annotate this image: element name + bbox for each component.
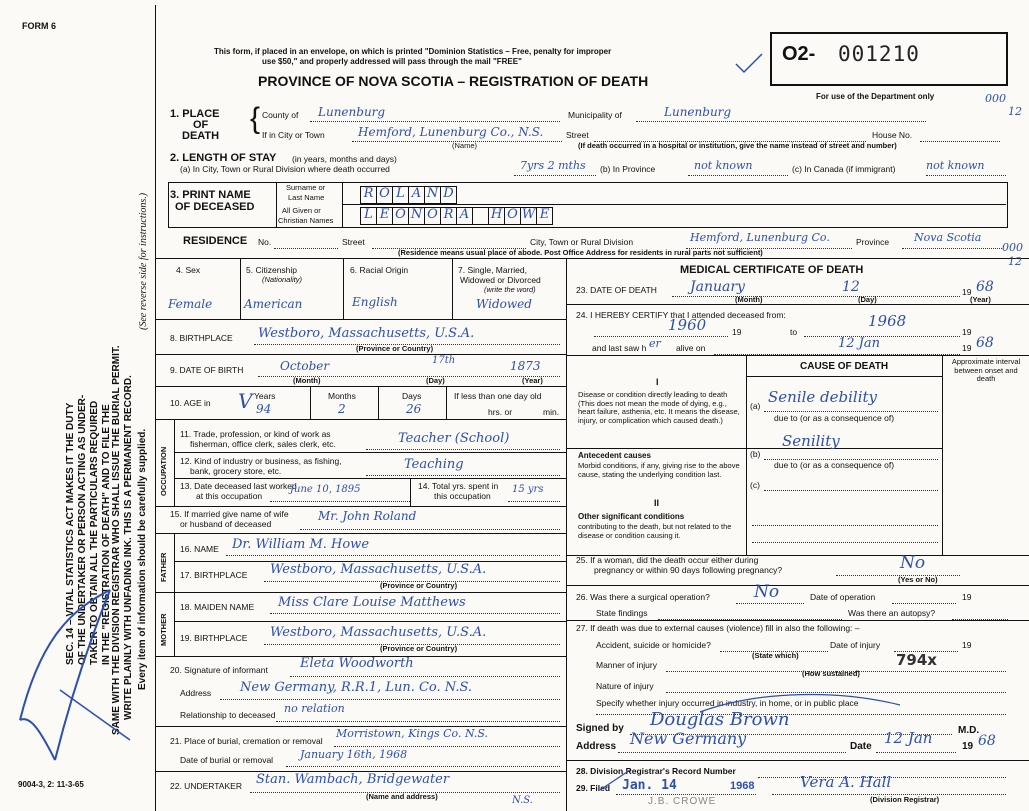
undertaker-value-2: N.S. bbox=[512, 795, 533, 806]
due-to-label-1: due to (or as a consequence of) bbox=[774, 413, 895, 423]
physician-address: New Germany bbox=[630, 729, 747, 748]
given-letter-cell-letter: H bbox=[490, 207, 503, 222]
q14-label-2: this occupation bbox=[434, 491, 491, 501]
q23-day: 12 bbox=[842, 279, 860, 295]
q24-year-prefix-3: 19 bbox=[962, 343, 972, 353]
registrar-note: (Division Registrar) bbox=[870, 795, 940, 804]
filed-year: 1968 bbox=[730, 780, 755, 792]
disease-label: Disease or condition directly leading to death (This does not mean the mode of dying, e.g., heart failure, asthenia, etc. It means the disease, injury, or complication which caused death.) bbox=[578, 390, 740, 425]
residence-heading: RESIDENCE bbox=[183, 235, 248, 247]
dept-code-4: 12 bbox=[1008, 255, 1022, 268]
undertaker-label: 22. UNDERTAKER bbox=[170, 781, 242, 791]
filed-date: Jan. 14 bbox=[622, 778, 677, 793]
surname-letter-cell-letter: R bbox=[363, 186, 374, 201]
registrar-signature: Vera A. Hall bbox=[800, 773, 892, 791]
residence-street-label: Street bbox=[342, 237, 365, 247]
manner-label: Manner of injury bbox=[596, 660, 657, 670]
birthplace-value: Westboro, Massachusetts, U.S.A. bbox=[258, 326, 475, 341]
q24-alive-year: 68 bbox=[976, 335, 994, 351]
department-use-label: For use of the Department only bbox=[816, 92, 935, 101]
given-letter-cell-letter: A bbox=[459, 207, 470, 222]
relationship-value: no relation bbox=[284, 702, 345, 715]
given-letter-cell-letter: O bbox=[395, 207, 406, 222]
age-years-label: Years bbox=[254, 391, 276, 401]
physician-date-label: Date bbox=[850, 741, 872, 752]
q23-month-note: (Month) bbox=[735, 295, 763, 304]
q11-value: Teacher (School) bbox=[398, 431, 510, 446]
given-letter-cell-letter: N bbox=[410, 207, 423, 222]
birthplace-note: (Province or Country) bbox=[356, 344, 434, 353]
residence-province-value: Nova Scotia bbox=[914, 231, 982, 244]
q24-to: 1968 bbox=[868, 312, 907, 330]
q24-label: 24. I HEREBY CERTIFY that I attended deceased from: bbox=[576, 310, 786, 320]
municipality-value: Lunenburg bbox=[664, 105, 732, 119]
dept-code-2: 12 bbox=[1008, 105, 1022, 118]
citizenship-label: 5. Citizenship bbox=[246, 265, 298, 275]
street-label: Street bbox=[566, 130, 589, 140]
q23-day-note: (Day) bbox=[858, 295, 877, 304]
surname-label-1: Surname or bbox=[286, 183, 326, 192]
statistics-code: 794x bbox=[896, 651, 937, 669]
ink-stroke-icon bbox=[700, 695, 900, 712]
surname-letter-cell-letter: L bbox=[396, 186, 405, 201]
age-months-label: Months bbox=[328, 391, 356, 401]
dept-code-3: 000 bbox=[1002, 241, 1023, 254]
md-label: M.D. bbox=[958, 725, 980, 736]
physician-date: 12 Jan bbox=[884, 729, 933, 747]
undertaker-value: Stan. Wambach, Bridgewater bbox=[256, 772, 450, 787]
q12-label-1: 12. Kind of industry or business, as fishing, bbox=[180, 456, 342, 466]
form-title: PROVINCE OF NOVA SCOTIA – REGISTRATION OF DEATH bbox=[258, 73, 649, 89]
q23-year: 68 bbox=[976, 279, 994, 295]
q11-label-2: fisherman, office clerk, sales clerk, etc. bbox=[190, 439, 336, 449]
q19-label: 19. BIRTHPLACE bbox=[180, 633, 248, 643]
ink-tick-icon bbox=[600, 770, 630, 790]
part-two-label: II bbox=[654, 498, 660, 508]
form-number: FORM 6 bbox=[22, 21, 57, 31]
citizenship-note: (Nationality) bbox=[262, 275, 303, 284]
side-instruction-6: WRITE PLAINLY WITH UNFADING INK. THIS IS A PERMANENT RECORD. bbox=[123, 375, 134, 720]
antecedent-heading: Antecedent causes bbox=[578, 451, 651, 460]
place-brace: { bbox=[250, 102, 261, 135]
side-instruction-7: Every item of information should be carefully supplied. bbox=[137, 428, 148, 690]
cause-a-label: (a) bbox=[750, 401, 761, 411]
q24-last-value: er bbox=[649, 337, 661, 350]
dob-month: October bbox=[280, 359, 330, 373]
q24-year-prefix-1: 19 bbox=[732, 327, 742, 337]
undertaker-note: (Name and address) bbox=[366, 792, 438, 801]
q24-to-label: to bbox=[790, 327, 798, 337]
burial-date-label: Date of burial or removal bbox=[180, 755, 274, 765]
q13-label-2: at this occupation bbox=[196, 491, 263, 501]
cause-b-value: Senility bbox=[782, 432, 840, 450]
stay-city-value: 7yrs 2 mths bbox=[520, 159, 586, 172]
print-name-heading-2: OF DECEASED bbox=[175, 201, 255, 213]
residence-province-label: Province bbox=[856, 237, 890, 247]
q13-label-1: 13. Date deceased last worked bbox=[180, 481, 297, 491]
dob-year: 1873 bbox=[510, 359, 541, 373]
registrar-stamp: J.B. CROWE bbox=[648, 796, 717, 807]
dob-day-note: (Day) bbox=[426, 376, 445, 385]
q12-label-2: bank, grocery store, etc. bbox=[190, 466, 282, 476]
q19-note: (Province or Country) bbox=[380, 644, 458, 653]
side-instruction-5: SAME WITH THE DIVISION REGISTRAR WHO SHALL ISSUE THE BURIAL PERMIT. bbox=[111, 345, 122, 735]
house-number-label: House No. bbox=[872, 130, 913, 140]
physician-signature: Douglas Brown bbox=[650, 709, 790, 730]
q17-value: Westboro, Massachusetts, U.S.A. bbox=[270, 562, 487, 577]
given-letter-cell-letter: R bbox=[443, 207, 454, 222]
physician-address-label: Address bbox=[576, 741, 617, 752]
age-days-label: Days bbox=[402, 391, 422, 401]
q28-label: 28. Division Registrar's Record Number bbox=[576, 766, 736, 776]
marital-label-2: Widowed or Divorced bbox=[460, 275, 541, 285]
q23-label: 23. DATE OF DEATH bbox=[576, 285, 657, 295]
informant-address-label: Address bbox=[180, 688, 212, 698]
stay-city-label: (a) In City, Town or Rural Division where death occurred bbox=[180, 164, 390, 174]
hrs-label: hrs. or bbox=[488, 407, 513, 417]
burial-label: 21. Place of burial, cremation or removal bbox=[170, 736, 323, 746]
informant-signature: Eleta Woodworth bbox=[300, 656, 414, 671]
county-label: County of bbox=[262, 110, 299, 120]
state-which-note: (State which) bbox=[752, 651, 799, 660]
city-label: If in City or Town bbox=[262, 130, 325, 140]
ink-scribble-icon bbox=[20, 590, 110, 760]
due-to-label-2: due to (or as a consequence of) bbox=[774, 460, 895, 470]
q23-year-prefix: 19 bbox=[962, 287, 972, 297]
cause-b-label: (b) bbox=[750, 449, 761, 459]
informant-address: New Germany, R.R.1, Lun. Co. N.S. bbox=[240, 680, 473, 695]
q15-label-2: or husband of deceased bbox=[180, 519, 272, 529]
stay-canada-value: not known bbox=[926, 159, 985, 172]
age-years-value: 94 bbox=[256, 402, 272, 416]
mail-notice-1: This form, if placed in an envelope, on which is printed "Dominion Statistics – Free, penalty for improper bbox=[214, 47, 612, 56]
q12-value: Teaching bbox=[404, 457, 464, 472]
length-of-stay-heading: 2. LENGTH OF STAY bbox=[170, 152, 277, 164]
q17-label: 17. BIRTHPLACE bbox=[180, 570, 248, 580]
accident-label: Accident, suicide or homicide? bbox=[596, 640, 711, 650]
q16-value: Dr. William M. Howe bbox=[232, 537, 370, 552]
occupation-side-label: OCCUPATION bbox=[159, 446, 168, 496]
side-instruction-8: (See reverse side for instructions.) bbox=[138, 192, 149, 330]
given-letter-cell-letter: E bbox=[379, 207, 390, 222]
city-name-note: (Name) bbox=[452, 141, 478, 150]
dept-code-1: 000 bbox=[985, 92, 1006, 105]
residence-city-value: Hemford, Lunenburg Co. bbox=[690, 231, 830, 244]
q24-from: 1960 bbox=[668, 316, 707, 334]
municipality-label: Municipality of bbox=[568, 110, 622, 120]
registration-number: 001210 bbox=[838, 42, 920, 66]
marital-label-3: (write the word) bbox=[484, 285, 536, 294]
q11-label-1: 11. Trade, profession, or kind of work as bbox=[180, 429, 331, 439]
other-conditions-label: contributing to the death, but not related to the disease or condition causing it. bbox=[578, 522, 732, 540]
father-side-label: FATHER bbox=[159, 552, 168, 582]
injury-date-label: Date of injury bbox=[830, 640, 881, 650]
less-than-day-label: If less than one day old bbox=[454, 391, 542, 401]
q14-label-1: 14. Total yrs. spent in bbox=[418, 481, 499, 491]
injury-year-prefix: 19 bbox=[962, 640, 972, 650]
side-instruction-3: TAKER TO OBTAIN ALL THE PARTICULARS REQUIRED bbox=[89, 400, 100, 665]
ink-slash-icon bbox=[60, 690, 130, 740]
city-value: Hemford, Lunenburg Co., N.S. bbox=[358, 125, 544, 139]
registration-prefix: O2- bbox=[782, 43, 816, 65]
surname-letter-cell-letter: A bbox=[411, 186, 422, 201]
mail-notice-2: use $50," and properly addressed will pass through the mail "FREE" bbox=[262, 57, 522, 66]
q14-value: 15 yrs bbox=[512, 484, 544, 495]
signed-by-label: Signed by bbox=[576, 723, 624, 734]
surname-letter-cell-letter: O bbox=[379, 186, 390, 201]
birthplace-label: 8. BIRTHPLACE bbox=[170, 333, 233, 343]
q16-label: 16. NAME bbox=[180, 544, 219, 554]
racial-origin-value: English bbox=[352, 295, 398, 309]
cause-a-value: Senile debility bbox=[768, 388, 878, 406]
surname-label-2: Last Name bbox=[288, 193, 325, 202]
q18-label: 18. MAIDEN NAME bbox=[180, 602, 255, 612]
given-label-1: All Given or bbox=[282, 206, 321, 215]
q19-value: Westboro, Massachusetts, U.S.A. bbox=[270, 625, 487, 640]
age-check-mark: V bbox=[238, 389, 253, 413]
physician-year-prefix: 19 bbox=[962, 741, 974, 752]
specify-label: Specify whether injury occurred in industry, in home, or in public place bbox=[596, 698, 859, 708]
physician-year: 68 bbox=[978, 733, 996, 749]
stay-province-label: (b) In Province bbox=[600, 164, 656, 174]
q25-note: (Yes or No) bbox=[898, 575, 938, 584]
check-mark-icon bbox=[736, 54, 762, 72]
marital-label-1: 7. Single, Married, bbox=[458, 265, 527, 275]
burial-date: January 16th, 1968 bbox=[300, 748, 408, 761]
interval-label: Approximate interval between onset and death bbox=[951, 357, 1021, 384]
q25-label-2: pregnancy or within 90 days following pregnancy? bbox=[594, 565, 783, 575]
sex-value: Female bbox=[168, 297, 213, 311]
q24-alive-label: alive on bbox=[676, 343, 706, 353]
place-of-death-heading-1: 1. PLACE bbox=[170, 108, 220, 120]
q26-year-prefix: 19 bbox=[962, 592, 972, 602]
side-instruction-4: IN THE "REGISTRATION OF DEATH" AND TO FILE THE bbox=[101, 404, 112, 665]
q24-year-prefix-2: 19 bbox=[962, 327, 972, 337]
sex-label: 4. Sex bbox=[176, 265, 201, 275]
q26-date-label: Date of operation bbox=[810, 592, 876, 602]
q27-label: 27. If death was due to external causes (violence) fill in also the following: – bbox=[576, 623, 860, 633]
county-value: Lunenburg bbox=[318, 105, 386, 119]
nature-label: Nature of injury bbox=[596, 681, 654, 691]
print-name-heading-1: 3. PRINT NAME bbox=[170, 189, 251, 201]
q26-value: No bbox=[754, 582, 780, 602]
q29-label: 29. Filed bbox=[576, 783, 611, 793]
min-label: min. bbox=[543, 407, 560, 417]
q25-label-1: 25. If a woman, did the death occur either during bbox=[576, 555, 759, 565]
q23-month: January bbox=[690, 279, 745, 295]
surname-letter-cell-letter: N bbox=[426, 186, 439, 201]
dob-day: 17th bbox=[432, 355, 456, 366]
given-letter-cell-letter: E bbox=[539, 207, 550, 222]
marital-value: Widowed bbox=[476, 297, 532, 311]
antecedent-label: Morbid conditions, if any, giving rise to the above cause, stating the underlying condition last. bbox=[578, 461, 740, 479]
given-letter-cell-letter: O bbox=[507, 207, 518, 222]
place-of-death-heading-3: DEATH bbox=[182, 130, 220, 142]
residence-note: (Residence means usual place of abode. Post Office Address for residents in rural parts not sufficient) bbox=[398, 248, 763, 257]
side-instruction-2: OF THE UNDERTAKER OR PERSON ACTING AS UNDER- bbox=[77, 394, 88, 665]
place-of-death-heading-2: OF bbox=[193, 119, 209, 131]
cause-heading: CAUSE OF DEATH bbox=[800, 361, 889, 372]
given-letter-cell-letter: W bbox=[521, 207, 536, 222]
age-days-value: 26 bbox=[406, 402, 422, 416]
stay-province-value: not known bbox=[694, 159, 753, 172]
age-months-value: 2 bbox=[338, 402, 346, 416]
residence-city-label: City, Town or Rural Division bbox=[530, 237, 634, 247]
q26-label: 26. Was there a surgical operation? bbox=[576, 592, 710, 602]
q13-value: June 10, 1895 bbox=[290, 484, 361, 495]
medical-heading: MEDICAL CERTIFICATE OF DEATH bbox=[680, 264, 864, 276]
burial-place: Morristown, Kings Co. N.S. bbox=[336, 727, 489, 740]
autopsy-label: Was there an autopsy? bbox=[848, 608, 936, 618]
q15-value: Mr. John Roland bbox=[318, 509, 417, 523]
stay-canada-label: (c) In Canada (if immigrant) bbox=[792, 164, 896, 174]
informant-label: 20. Signature of informant bbox=[170, 665, 268, 675]
residence-no-label: No. bbox=[258, 237, 272, 247]
findings-label: State findings bbox=[596, 608, 648, 618]
surname-letter-cell-letter: D bbox=[443, 186, 454, 201]
print-code: 9004-3, 2: 11-3-65 bbox=[18, 780, 84, 789]
side-instruction-1: SEC. 14 – VITAL STATISTICS ACT MAKES IT THE DUTY bbox=[65, 402, 76, 665]
q24-last-label: and last saw h bbox=[592, 343, 647, 353]
dob-year-note: (Year) bbox=[522, 376, 543, 385]
cause-c-label: (c) bbox=[750, 480, 760, 490]
racial-origin-label: 6. Racial Origin bbox=[350, 265, 409, 275]
mother-side-label: MOTHER bbox=[159, 613, 168, 646]
q18-value: Miss Clare Louise Matthews bbox=[278, 595, 466, 610]
hospital-note: (If death occurred in a hospital or institution, give the name instead of street and number) bbox=[578, 141, 897, 150]
q24-alive-value: 12 Jan bbox=[838, 336, 881, 351]
how-sustained-note: (How sustained) bbox=[802, 669, 860, 678]
given-label-2: Christian Names bbox=[278, 216, 334, 225]
relationship-label: Relationship to deceased bbox=[180, 710, 276, 720]
q15-label-1: 15. If married give name of wife bbox=[170, 509, 289, 519]
age-label: 10. AGE in bbox=[170, 398, 211, 408]
dob-month-note: (Month) bbox=[293, 376, 321, 385]
given-letter-cell-letter: O bbox=[427, 207, 438, 222]
citizenship-value: American bbox=[244, 297, 303, 311]
length-of-stay-note: (in years, months and days) bbox=[292, 154, 397, 164]
part-one-label: I bbox=[656, 377, 659, 387]
dob-label: 9. DATE OF BIRTH bbox=[170, 365, 244, 375]
q25-value: No bbox=[900, 553, 926, 573]
q23-year-note: (Year) bbox=[970, 295, 991, 304]
q17-note: (Province or Country) bbox=[380, 581, 458, 590]
other-conditions-heading: Other significant conditions bbox=[578, 512, 685, 521]
given-letter-cell-letter: L bbox=[364, 207, 373, 222]
